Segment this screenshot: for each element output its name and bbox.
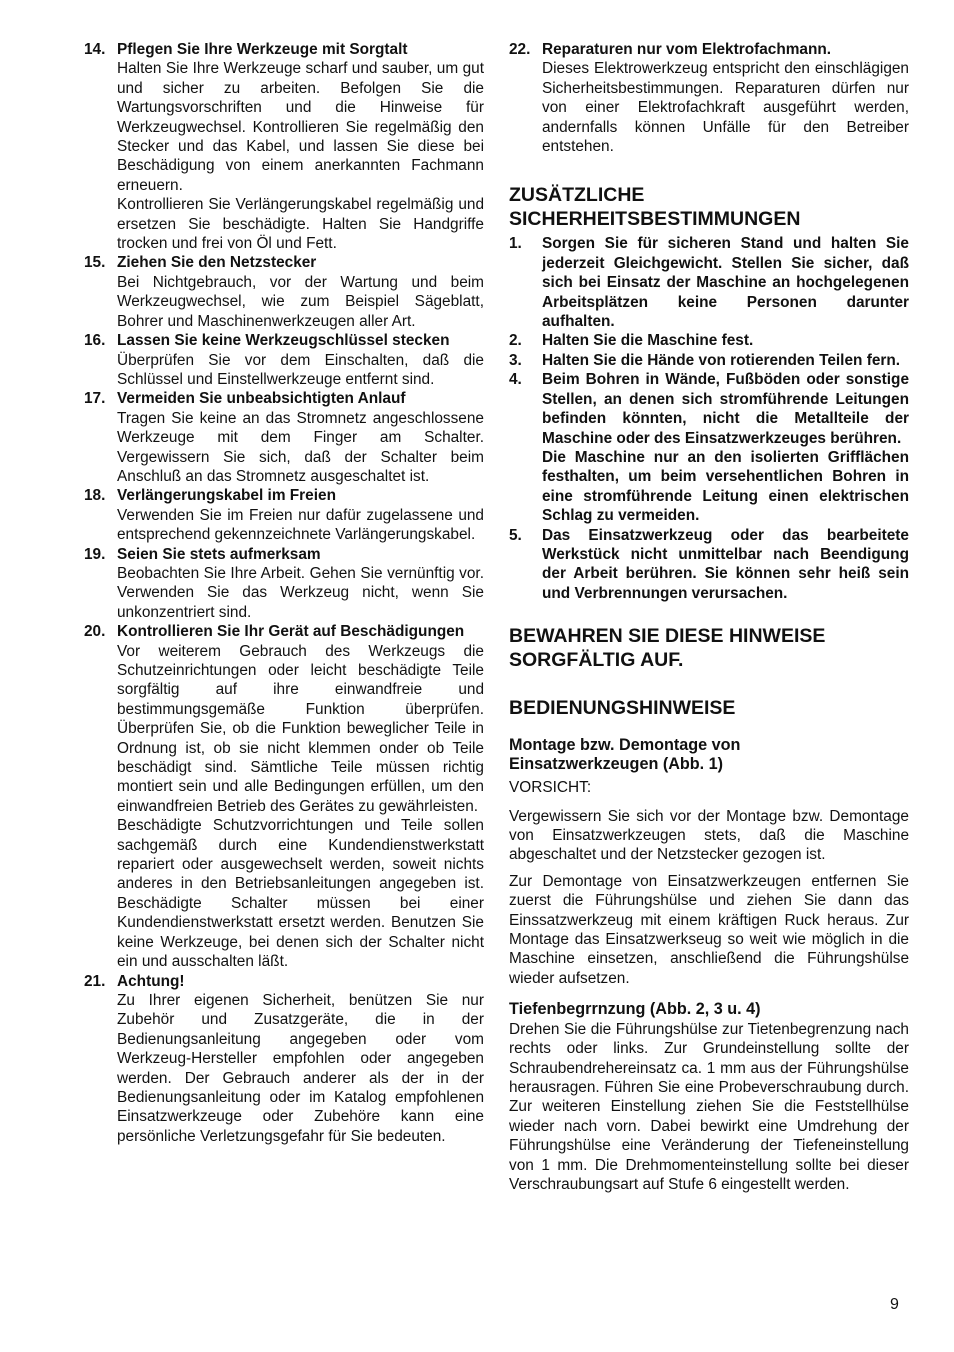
item-body: Bei Nichtgebrauch, vor der Wartung und beim Werkzeugwechsel, wie zum Beispiel Sägeblatt, Bohrer und Maschinenwerkzeugen aller Art. <box>117 273 484 330</box>
item-body: Vor weiterem Gebrauch des Werkzeugs die Schutzeinrichtungen oder leicht beschädigte Teile sorgfältig auf ihre einwandfreie und bestimmungsgemäße Funktion überprüfen. Überprüfen Sie, ob die Funktion beweglicher Teile in Ordnung ist, ob sie nicht klemmen onder ob Teile beschädigt sind. Sämtliche Teile müssen richtig montiert sein und alle Bedingungen erfüllen, um den einwandfreien Betrieb des Gerätes zu gewährleisten. <box>117 642 484 815</box>
list-item-22 <box>509 40 909 156</box>
list-item-17 <box>84 389 484 486</box>
safety-item-5 <box>509 526 909 604</box>
item-title: Reparaturen nur vom Elektrofachmann. <box>542 41 832 58</box>
paragraph: Drehen Sie die Führungshülse zur Tietenbegrenzung nach rechts oder links. Zur Grundeinstellung sollte der Schraubendrehereinsatz ca. 1 mm aus der Führungshülse herausragen. Führen Sie eine Probeverschraubung durch. Zur weiteren Einstellung ziehen Sie die Feststellhülse wieder nach vorn. Dabei bewirkt eine Umdrehung der Führungshülse eine Veränderung der Tiefeneinstellung von 1 mm. Die Drehmomenteinstellung sollte bei dieser Verschraubungsart auf Stufe 6 eingestellt werden. <box>509 1020 909 1193</box>
item-title: Ziehen Sie den Netzstecker <box>117 254 317 272</box>
item-title: Achtung! <box>117 972 185 990</box>
safety-item-2 <box>509 331 909 350</box>
item-body: Kontrollieren Sie Verlängerungskabel regelmäßig und ersetzen Sie beschädigte. Halten Sie Handgriffe trocken und frei von Öl und Fett. <box>117 196 484 253</box>
item-title: Pflegen Sie Ihre Werkzeuge mit Sorgtalt <box>117 41 408 58</box>
item-text: Das Einsatzwerkzeug oder das bearbeitete Werkstück nicht unmittelbar nach Beendigung der Arbeit berühren. Sie können sehr heiß sein und Verbrennungen verursachen. <box>542 526 909 602</box>
item-number: 18. <box>84 487 106 505</box>
extra-safety-list <box>509 234 909 603</box>
item-title: Verlängerungskabel im Freien <box>117 487 336 505</box>
item-text: Die Maschine nur an den isolierten Grifflächen festhalten, um beim versehentlichen Bohren in eine stromführende Leitung einen elektrischen Schlag zu vermeiden. <box>542 448 909 525</box>
item-text: Sorgen Sie für sicheren Stand und halten Sie jederzeit Gleichgewicht. Stellen Sie sicher, daß sich bei Einsatz der Maschine an hochgelegenen Arbeitsplätzen keine Personen darunter aufhalten. <box>542 235 909 331</box>
item-body: Verwenden Sie im Freien nur dafür zugelassene und entsprechend gekennzeichnete Varlängerungskabel. <box>117 506 484 544</box>
list-item-20 <box>84 622 484 971</box>
paragraph: Vergewissern Sie sich vor der Montage bzw. Demontage von Einsatzwerkzeugen stets, daß die Maschine abgeschaltet und der Netzstecker gezogen ist. <box>509 807 909 864</box>
item-number: 22. <box>509 41 531 58</box>
item-number: 1. <box>509 235 522 253</box>
item-title: Kontrollieren Sie Ihr Gerät auf Beschädigungen <box>117 623 465 641</box>
subheading-tool-mounting: Montage bzw. Demontage von Einsatzwerkzeugen (Abb. 1) <box>509 736 741 773</box>
item-number: 15. <box>84 254 106 272</box>
item-body: Beobachten Sie Ihre Arbeit. Gehen Sie vernünftig vor. Verwenden Sie das Werkzeug nicht, wenn Sie unkonzentriert sind. <box>117 564 484 621</box>
item-body: Zu Ihrer eigenen Sicherheit, benützen Sie nur Zubehör und Zusatzgeräte, die in der Bedienungsanleitung angegeben oder vom Werkzeug-Hersteller empfohlen oder angegeben werden. Der Gebrauch anderer als der in der Bedienungsanleitung oder im Katalog empfohlenen Einsatzwerkzeuge oder Zubehöre kann eine persönliche Verletzungsgefahr für Sie bedeuten. <box>117 991 484 1145</box>
item-text: Beim Bohren in Wände, Fußböden oder sonstige Stellen, an denen sich stromführende Leitungen befinden könnten, nicht die Metallteile der Maschine oder des Einsatzwerkzeuges berühren. <box>542 371 909 447</box>
item-number: 5. <box>509 526 522 544</box>
section-heading-operation: BEDIENUNGSHINWEISE <box>509 697 736 720</box>
item-text: Halten Sie die Hände von rotierenden Teilen fern. <box>542 351 901 369</box>
item-title: Lassen Sie keine Werkzeugschlüssel stecken <box>117 332 450 350</box>
item-body: Tragen Sie keine an das Stromnetz angeschlossene Werkzeuge mit dem Finger am Schalter. Vergewissern Sie sich, daß der Schalter beim Anschluß an das Stromnetz ausgeschaltet ist. <box>117 409 484 485</box>
safety-item-4 <box>509 370 909 525</box>
subheading-depth-stop: Tiefenbegrrnzung (Abb. 2, 3 u. 4) <box>509 1000 761 1019</box>
safety-item-3 <box>509 351 909 370</box>
item-number: 4. <box>509 371 522 389</box>
item-number: 16. <box>84 332 106 350</box>
caution-label: VORSICHT: <box>509 779 592 797</box>
section-heading-extra-safety: ZUSÄTZLICHE SICHERHEITSBESTIMMUNGEN <box>509 184 801 231</box>
item-body: Überprüfen Sie vor dem Einschalten, daß die Schlüssel und Einstellwerkzeuge entfernt sind. <box>117 351 484 388</box>
item-body: Beschädigte Schutzvorrichtungen und Teile sollen sachgemäß durch eine Kundendienstwerkstatt repariert oder ausgewechselt werden, soweit nichts anderes in den Betriebsanleitungen angegeben ist. Beschädigte Schalter müssen bei einer Kundendienstwerkstatt ersetzt werden. Benutzen Sie keine Werkzeuge, bei denen sich der Schalter nicht ein und ausschalten läßt. <box>117 817 484 971</box>
left-column <box>84 40 484 1146</box>
item-body: Dieses Elektrowerkzeug entspricht den einschlägigen Sicherheitsbestimmungen. Reparaturen dürfen nur von einer Elektrofachkraft ausgeführt werden, andernfalls können Unfälle für den Betreiber entstehen. <box>542 60 909 156</box>
item-number: 17. <box>84 390 106 408</box>
item-number: 14. <box>84 41 106 58</box>
page-number: 9 <box>890 1296 899 1313</box>
item-body: Halten Sie Ihre Werkzeuge scharf und sauber, um gut und sicher zu arbeiten. Befolgen Sie die Wartungsvorschriften und die Hinweise für Werkzeugwechsel. Kontrollieren Sie regelmäßig den Stecker und das Kabel, und lassen Sie diese bei Beschädigung von einem anerkannten Fachmann erneuern. <box>117 60 484 194</box>
paragraph: Zur Demontage von Einsatzwerkzeugen entfernen Sie zuerst die Führungshülse und ziehen Sie dann das Einssatzwerkzeug mit einem kräftigen Ruck heraus. Zur Montage das Einsatzwerkseug so weit wie möglich in die Maschine einsetzen, anschließend die Führungshülse wieder aufsetzen. <box>509 872 909 987</box>
list-item-16 <box>84 331 484 389</box>
item-title: Seien Sie stets aufmerksam <box>117 545 321 563</box>
list-item-15 <box>84 253 484 331</box>
list-item-14 <box>84 40 484 253</box>
right-column <box>509 40 909 1194</box>
item-number: 21. <box>84 972 106 990</box>
item-number: 19. <box>84 545 106 563</box>
list-item-19 <box>84 545 484 623</box>
item-number: 20. <box>84 623 106 641</box>
safety-item-1 <box>509 234 909 331</box>
list-item-18 <box>84 486 484 544</box>
item-text: Halten Sie die Maschine fest. <box>542 332 754 350</box>
list-item-21 <box>84 972 484 1147</box>
item-number: 2. <box>509 332 522 350</box>
item-number: 3. <box>509 351 522 369</box>
section-heading-keep-instructions: BEWAHREN SIE DIESE HINWEISE SORGFÄLTIG AUF. <box>509 625 826 672</box>
item-title: Vermeiden Sie unbeabsichtigten Anlauf <box>117 390 406 408</box>
